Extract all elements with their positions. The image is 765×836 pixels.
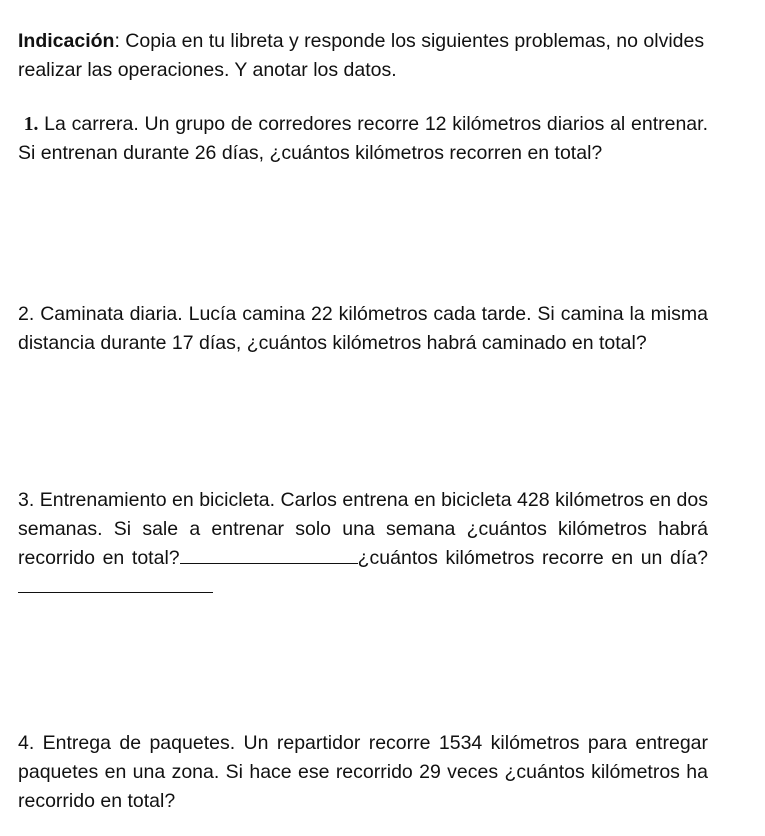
- answer-blank-2[interactable]: [18, 574, 213, 593]
- problem-3: [18, 486, 708, 602]
- problem-4-text: 4. Entrega de paquetes. Un repartidor recorre 1534 kilómetros para entregar paquetes en una zona. Si hace ese recorrido 29 veces ¿cuántos kilómetros ha recorrido en total?: [18, 732, 708, 812]
- problem-1: [18, 110, 708, 168]
- problem-2: [18, 300, 708, 358]
- problem-4: [18, 729, 708, 816]
- problem-1-text: La carrera. Un grupo de corredores recorre 12 kilómetros diarios al entrenar. Si entrenan durante 26 días, ¿cuántos kilómetros recorren en total?: [18, 113, 708, 164]
- problem-1-number: 1.: [23, 114, 39, 135]
- problem-2-text: 2. Caminata diaria. Lucía camina 22 kilómetros cada tarde. Si camina la misma distancia durante 17 días, ¿cuántos kilómetros habrá caminado en total?: [18, 303, 708, 354]
- problem-3-text-part2: ¿cuántos kilómetros recorre en un día?: [357, 547, 708, 569]
- instruction-text: : Copia en tu libreta y responde los siguientes problemas, no olvides realizar las operaciones. Y anotar los datos.: [18, 30, 705, 81]
- answer-blank-1[interactable]: [180, 545, 358, 564]
- instruction-label: Indicación: [18, 30, 115, 52]
- problem-3-text-part1: 3. Entrenamiento en bicicleta. Carlos entrena en bicicleta 428 kilómetros en dos semanas. Si sale a entrenar solo una semana ¿cuántos kilómetros habrá recorrido en total?: [18, 489, 708, 569]
- instruction-paragraph: [18, 27, 708, 85]
